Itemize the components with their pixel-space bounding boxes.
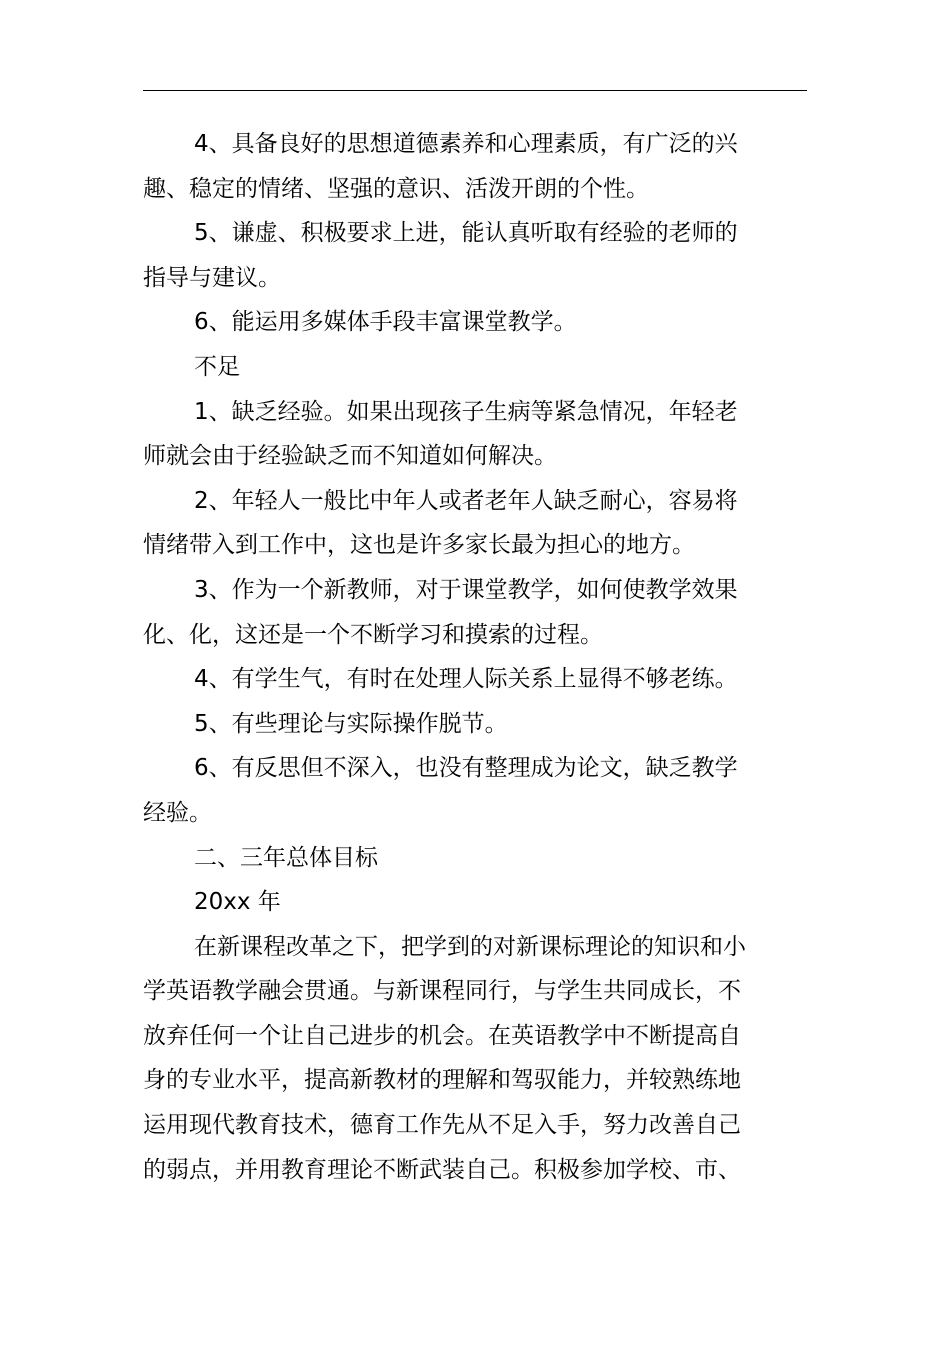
weakness-heading: 不足 <box>194 353 240 380</box>
weakness-2-line-2: 情绪带入到工作中，这也是许多家长最为担心的地方。 <box>143 532 695 559</box>
strength-6: 6、能运用多媒体手段丰富课堂教学。 <box>194 309 577 336</box>
document-body <box>143 122 746 1192</box>
goal-paragraph-line-2: 学英语教学融会贯通。与新课程同行，与学生共同成长，不 <box>143 978 741 1005</box>
goal-paragraph-line-3: 放弃任何一个让自己进步的机会。在英语教学中不断提高自 <box>143 1022 741 1049</box>
strength-5-line-2: 指导与建议。 <box>143 264 281 291</box>
goal-paragraph-line-1: 在新课程改革之下，把学到的对新课标理论的知识和小 <box>194 933 746 960</box>
weakness-3-line-1: 3、作为一个新教师，对于课堂教学，如何使教学效果 <box>194 576 738 603</box>
weakness-2-line-1: 2、年轻人一般比中年人或者老年人缺乏耐心，容易将 <box>194 487 738 514</box>
weakness-4: 4、有学生气，有时在处理人际关系上显得不够老练。 <box>194 666 738 693</box>
strength-5-line-1: 5、谦虚、积极要求上进，能认真听取有经验的老师的 <box>194 220 738 247</box>
year-heading: 20xx 年 <box>194 889 281 916</box>
weakness-3-line-2: 化、化，这还是一个不断学习和摸索的过程。 <box>143 621 603 648</box>
weakness-6-line-2: 经验。 <box>143 799 212 826</box>
weakness-5: 5、有些理论与实际操作脱节。 <box>194 710 508 737</box>
goal-paragraph-line-5: 运用现代教育技术，德育工作先从不足入手，努力改善自己 <box>143 1112 741 1139</box>
weakness-6-line-1: 6、有反思但不深入，也没有整理成为论文，缺乏教学 <box>194 755 738 782</box>
strength-4-line-2: 趣、稳定的情绪、坚强的意识、活泼开朗的个性。 <box>143 175 649 202</box>
weakness-1-line-2: 师就会由于经验缺乏而不知道如何解决。 <box>143 443 557 470</box>
weakness-1-line-1: 1、缺乏经验。如果出现孩子生病等紧急情况，年轻老 <box>194 398 738 425</box>
header-rule <box>143 90 807 91</box>
section-heading-goals: 二、三年总体目标 <box>194 844 378 871</box>
strength-4-line-1: 4、具备良好的思想道德素养和心理素质，有广泛的兴 <box>194 131 738 157</box>
goal-paragraph-line-6: 的弱点，并用教育理论不断武装自己。积极参加学校、市、 <box>143 1156 741 1183</box>
goal-paragraph-line-4: 身的专业水平，提高新教材的理解和驾驭能力，并较熟练地 <box>143 1067 741 1094</box>
